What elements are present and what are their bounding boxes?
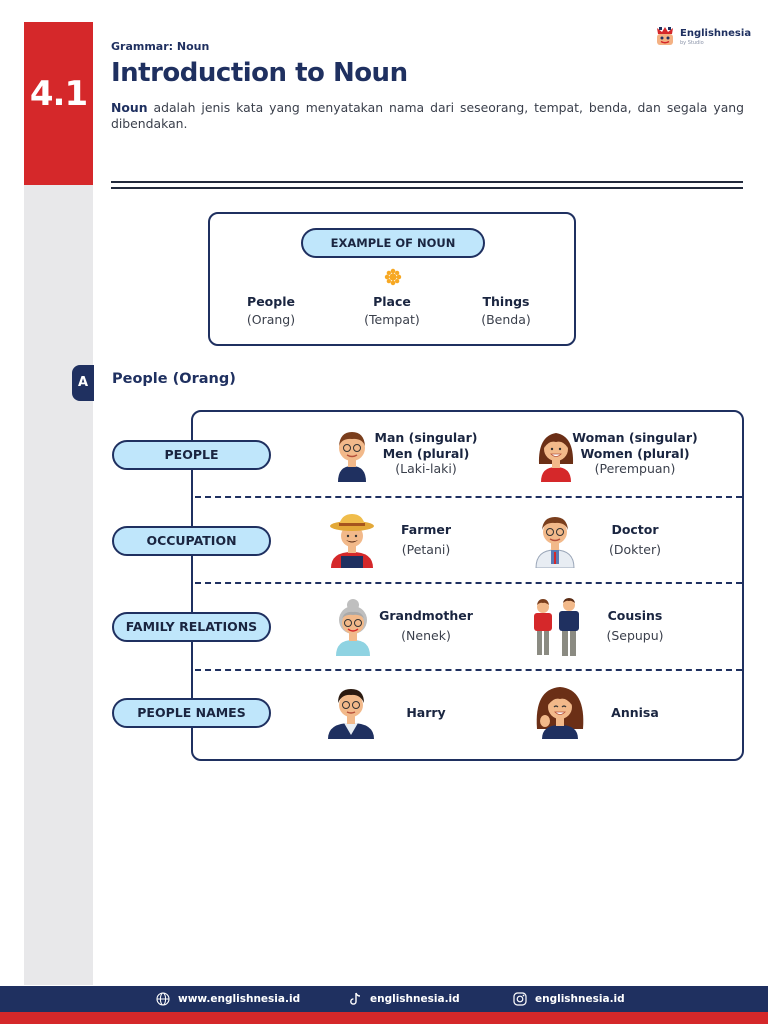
- divider-bottom: [111, 187, 743, 189]
- item-annisa: [560, 705, 710, 721]
- footer-tiktok-text: englishnesia.id: [370, 993, 460, 1005]
- category-pill-occupation: OCCUPATION: [112, 526, 271, 556]
- flower-icon: [384, 268, 402, 286]
- example-label: Things: [482, 294, 530, 309]
- globe-icon: [156, 992, 170, 1006]
- item-grandmother: [351, 608, 501, 643]
- section-badge: A: [72, 365, 94, 401]
- item-label-plural: Men (plural): [382, 445, 470, 461]
- example-translation: (Tempat): [364, 312, 420, 327]
- item-label: Cousins: [607, 608, 663, 623]
- footer-instagram-text: englishnesia.id: [535, 993, 625, 1005]
- example-title-pill: EXAMPLE OF NOUN: [301, 228, 485, 258]
- category-pill-people-names: PEOPLE NAMES: [112, 698, 271, 728]
- item-farmer: [351, 522, 501, 557]
- brand-tagline: by Studio: [680, 40, 704, 46]
- item-man: [351, 430, 501, 476]
- item-label-plural: Women (plural): [580, 445, 690, 461]
- intro-text: adalah jenis kata yang menyatakan nama dari seseorang, tempat, benda, dan segala yang dibendakan.: [111, 100, 744, 131]
- item-label: Woman (singular): [572, 430, 698, 445]
- example-translation: (Benda): [481, 312, 531, 327]
- divider-top: [111, 181, 743, 183]
- item-label: Grandmother: [379, 608, 473, 623]
- intro-bold-term: Noun: [111, 100, 148, 115]
- row-divider: [195, 496, 742, 498]
- example-card: [208, 212, 576, 346]
- category-pill-people: PEOPLE: [112, 440, 271, 470]
- example-label: People: [247, 294, 295, 309]
- chapter-number: 4.1: [29, 74, 88, 114]
- item-doctor: [560, 522, 710, 557]
- tiktok-icon: [348, 992, 362, 1006]
- item-translation: (Laki-laki): [395, 461, 457, 476]
- instagram-icon: [513, 992, 527, 1006]
- item-label: Harry: [406, 705, 446, 720]
- example-item-place: [342, 294, 442, 327]
- item-translation: (Dokter): [609, 541, 661, 557]
- item-translation: (Sepupu): [606, 627, 664, 643]
- item-label: Annisa: [611, 705, 659, 720]
- item-label: Doctor: [611, 522, 659, 537]
- mascot-icon: [653, 24, 677, 48]
- item-label: Man (singular): [374, 430, 478, 445]
- item-harry: [351, 705, 501, 721]
- row-divider: [195, 582, 742, 584]
- intro-paragraph: [111, 100, 744, 132]
- brand-name: Englishnesia: [680, 28, 752, 39]
- page-title: Introduction to Noun: [111, 58, 408, 88]
- footer-bar: [0, 986, 768, 1012]
- item-translation: (Nenek): [401, 627, 451, 643]
- example-label: Place: [373, 294, 411, 309]
- footer-accent-strip: [0, 1012, 768, 1024]
- sidebar-strip: [24, 185, 93, 985]
- row-divider: [195, 669, 742, 671]
- page-subtitle: Grammar: Noun: [111, 40, 210, 53]
- category-pill-family-relations: FAMILY RELATIONS: [112, 612, 271, 642]
- item-translation: (Petani): [401, 541, 451, 557]
- section-title: People (Orang): [112, 371, 236, 387]
- example-item-people: [221, 294, 321, 327]
- item-cousins: [560, 608, 710, 643]
- footer-website-text: www.englishnesia.id: [178, 993, 301, 1005]
- example-item-things: [456, 294, 556, 327]
- chapter-tab: [24, 22, 93, 185]
- item-translation: (Perempuan): [594, 461, 676, 476]
- item-woman: [560, 430, 710, 476]
- brand-logo: [653, 24, 753, 50]
- example-translation: (Orang): [246, 312, 296, 327]
- item-label: Farmer: [400, 522, 452, 537]
